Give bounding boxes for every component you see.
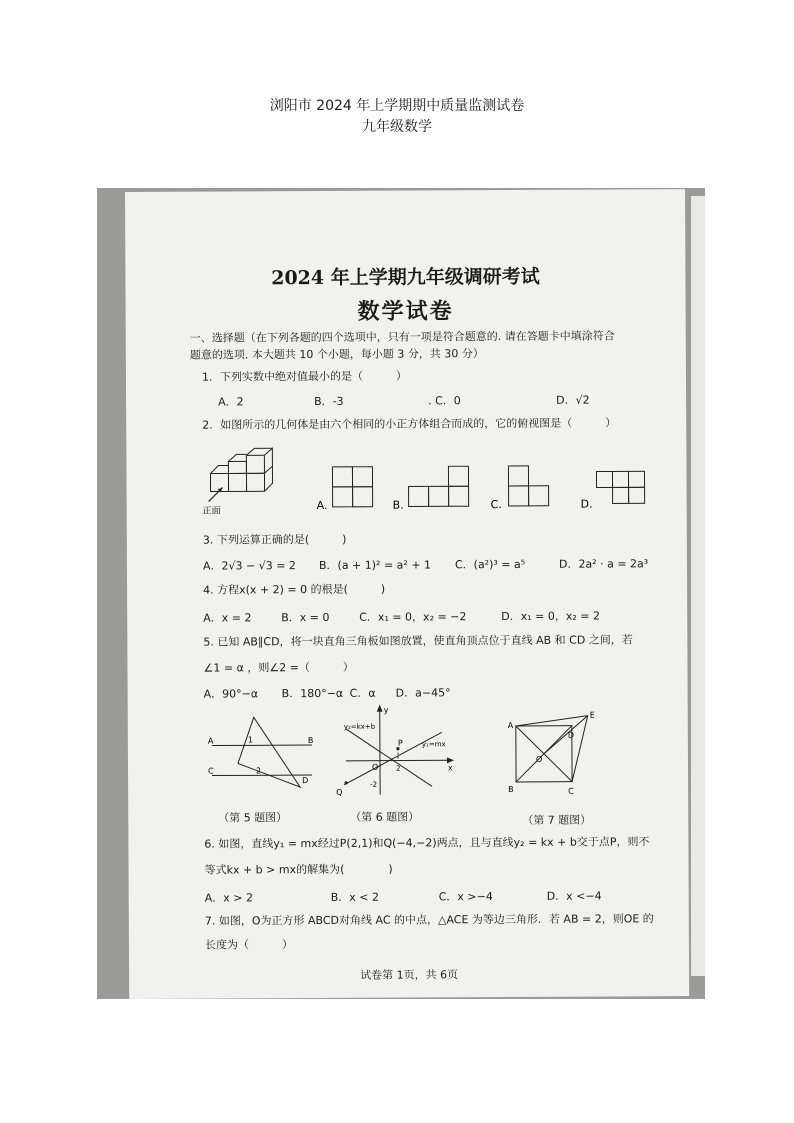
- fig7-label-b: B: [508, 784, 514, 795]
- q2-option-a: A.: [316, 498, 328, 513]
- q6-option-b: B．x < 2: [330, 890, 379, 904]
- q5-option-c: C．α: [349, 686, 376, 700]
- fig7-label-c: C: [568, 786, 574, 796]
- fig6-label-y2: y₂=kx+b: [343, 722, 376, 731]
- fig7-label-d: D: [567, 730, 575, 740]
- fig6-tick-neg2: -2: [370, 780, 378, 789]
- fig6-label-y: y: [383, 705, 389, 715]
- q2-front-label: 正面: [202, 506, 221, 517]
- fig7-label-e: E: [589, 710, 595, 720]
- document-subtitle: 九年级数学: [362, 119, 432, 135]
- fig5-caption: （第 5 题图）: [218, 811, 288, 825]
- fig5-label-a: A: [207, 736, 214, 746]
- exam-title: 2024 年上学期九年级调研考试: [271, 265, 540, 290]
- q4-stem: 4. 方程x(x + 2) = 0 的根是( ): [203, 582, 386, 597]
- q5-option-b: B．180°−α: [281, 686, 344, 701]
- section-instructions-line2: 题意的选项. 本大题共 10 个小题，每小题 3 分，共 30 分）: [189, 347, 484, 362]
- fig7-label-o: O: [535, 754, 543, 764]
- fig5-label-d: D: [302, 776, 309, 786]
- fig6-label-o: O: [371, 762, 379, 772]
- q1-option-b: B．-3: [314, 394, 344, 409]
- q2-cube-solid: [210, 448, 272, 491]
- q2-stem: 2．如图所示的几何体是由六个相同的小正方体组合而成的，它的俯视图是（ ）: [202, 416, 617, 432]
- fig6-tick-2: 2: [396, 764, 401, 773]
- q4-option-b: B．x = 0: [281, 610, 330, 625]
- exam-photo: [97, 188, 705, 999]
- q2-option-b: B.: [392, 498, 404, 512]
- q3-option-c: C．(a²)³ = a⁵: [454, 557, 526, 572]
- q6-stem-line2: 等式kx + b > mx的解集为( ): [204, 862, 393, 877]
- q5-option-a: A．90°−α: [203, 687, 259, 701]
- q2-view-c: [508, 466, 548, 506]
- q7-stem-line2: 长度为（ ）: [204, 938, 293, 952]
- next-page-edge: [691, 196, 705, 976]
- q5-option-d: D．a−45°: [395, 686, 451, 700]
- fig5-label-c: C: [208, 766, 214, 776]
- q6-option-a: A．x > 2: [204, 891, 253, 905]
- page-footer: 试卷第 1页，共 6页: [360, 968, 459, 982]
- fig5-diagram: [204, 713, 324, 790]
- q1-option-d: D．√2: [556, 393, 590, 407]
- fig6-label-q: Q: [336, 787, 343, 797]
- q1-stem: 1．下列实数中绝对值最小的是（ ）: [201, 369, 408, 384]
- section-instructions-line1: 一、选择题（在下列各题的四个选项中，只有一项是符合题意的. 请在答题卡中填涂符合: [189, 329, 615, 345]
- fig6-label-p: P: [397, 738, 403, 748]
- q3-option-b: B．(a + 1)² = a² + 1: [318, 558, 432, 572]
- q3-stem: 3. 下列运算正确的是( ): [202, 532, 347, 547]
- fig6-diagram: [336, 702, 461, 799]
- q2-option-c: C.: [490, 498, 502, 512]
- q4-option-a: A．x = 2: [203, 611, 252, 625]
- q5-stem-line2: ∠1 = α ，则∠2 =（ ）: [203, 660, 354, 675]
- q2-figures: [198, 443, 698, 518]
- fig7-caption: （第 7 题图）: [522, 813, 592, 827]
- q1-option-a: A．2: [218, 395, 244, 409]
- q6-stem-line1: 6. 如图，直线y₁ = mx经过P(2,1)和Q(−4,−2)两点，且与直线y₂ = kx + b交于点P，则不: [204, 835, 650, 851]
- fig6-caption: （第 6 题图）: [350, 810, 420, 824]
- q3-option-d: D．2a² · a = 2a³: [558, 557, 649, 571]
- q4-option-d: D．x₁ = 0，x₂ = 2: [501, 609, 600, 624]
- q5-stem-line1: 5. 已知 AB∥CD，将一块直角三角板如图放置，使直角顶点位于直线 AB 和 CD 之间，若: [203, 633, 633, 649]
- q2-view-a: [332, 467, 372, 507]
- fig5-angle-2: 2: [256, 766, 262, 776]
- fig7-diagram: [504, 710, 605, 807]
- q2-view-b: [408, 466, 468, 506]
- q2-view-d: [596, 471, 644, 503]
- fig5-label-b: B: [307, 736, 314, 746]
- q7-stem-line1: 7. 如图，O为正方形 ABCD对角线 AC 的中点，△ACE 为等边三角形．若 AB = 2，则OE 的: [204, 912, 654, 928]
- fig7-label-a: A: [507, 720, 514, 731]
- exam-paper: [125, 189, 689, 999]
- q3-option-a: A．2√3 − √3 = 2: [202, 559, 296, 573]
- fig5-angle-1: 1: [247, 735, 253, 745]
- exam-subtitle: 数学试卷: [357, 298, 454, 325]
- q6-option-d: D．x <−4: [546, 889, 602, 903]
- q6-option-c: C．x >−4: [438, 890, 493, 904]
- document-title: 浏阳市 2024 年上学期期中质量监测试卷: [269, 98, 525, 114]
- fig6-label-x: x: [447, 763, 453, 773]
- q1-option-c: . C．0: [428, 394, 461, 408]
- fig6-label-y1: y₁=mx: [421, 740, 446, 749]
- q4-option-c: C．x₁ = 0，x₂ = −2: [359, 610, 467, 624]
- q2-option-d: D.: [580, 497, 593, 511]
